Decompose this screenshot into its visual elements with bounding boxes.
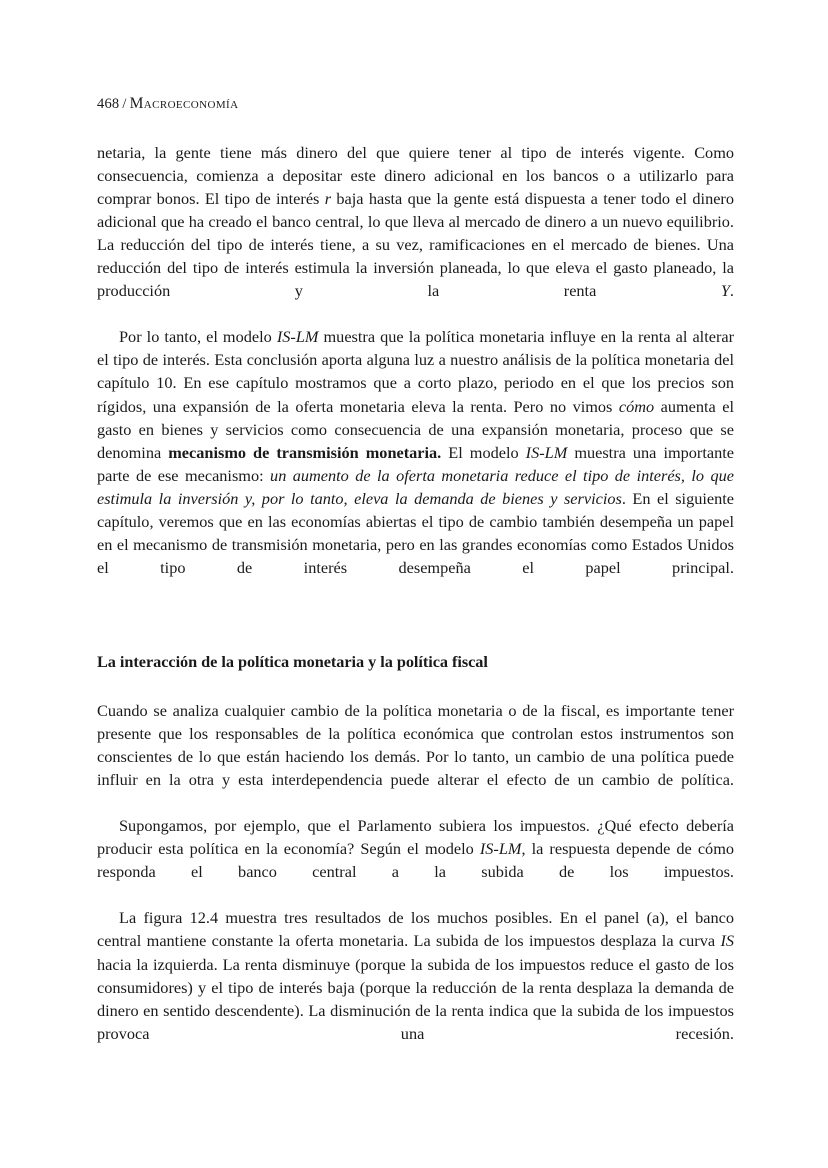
paragraph-la-figura: La figura 12.4 muestra tres resultados de los muchos posibles. En el panel (a), el banco central mantiene constante la oferta monetaria. La subida de los impuestos desplaza la curva IS hacia la izquierda. La renta disminuye (porque la subida de los impuestos reduce el gasto de los consumidores) y el tipo de interés baja (porque la reducción de la renta desplaza la demanda de dinero en sentido descendente). La disminución de la renta indica que la subida de los impuestos provoca una recesión. <box>97 908 734 1043</box>
section-heading: La interacción de la política monetaria y la política fiscal <box>97 651 488 671</box>
emphasis-italic: cómo <box>618 396 655 416</box>
running-head <box>97 96 238 112</box>
emphasis-bold: mecanismo de transmisión monetaria. <box>168 442 442 462</box>
emphasis-italic: IS-LM <box>479 839 522 859</box>
body-text-block <box>97 141 734 1068</box>
emphasis-italic: IS-LM <box>276 327 319 347</box>
paragraph-por-lo-tanto: Por lo tanto, el modelo IS-LM muestra que la política monetaria influye en la renta al alterar el tipo de interés. Esta conclusión aporta alguna luz a nuestro análisis de la política monetaria del capítulo 10. En ese capítulo mostramos que a corto plazo, periodo en el que los precios son rígidos, una expansión de la oferta monetaria eleva la renta. Pero no vimos cómo aumenta el gasto en bienes y servicios como consecuencia de una expansión monetaria, proceso que se denomina mecanismo de transmisión monetaria. El modelo IS-LM muestra una importante parte de ese mecanismo: un aumento de la oferta monetaria reduce el tipo de interés, lo que estimula la inversión y, por lo tanto, eleva la demanda de bienes y servicios. En el siguiente capítulo, veremos que en las economías abiertas el tipo de cambio también desempeña un papel en el mecanismo de transmisión monetaria, pero en las grandes economías como Estados Unidos el tipo de interés desempeña el papel principal. <box>97 327 735 577</box>
emphasis-italic: IS-LM <box>525 442 568 462</box>
spacer-before-section-heading <box>97 602 734 650</box>
running-head-book-title: Macroeconomía <box>129 95 239 112</box>
running-head-separator: / <box>122 96 127 112</box>
page-folio-number: 468 <box>97 96 120 112</box>
spacer-after-section-heading <box>97 673 734 699</box>
emphasis-italic: un aumento de la oferta monetaria reduce el tipo de interés, lo que estimula la inversión y, por lo tanto, eleva la demanda de bienes y servicios <box>97 465 734 508</box>
paragraph-continuation: netaria, la gente tiene más dinero del que quiere tener al tipo de interés vigente. Como consecuencia, comienza a depositar este dinero adicional en los bancos o a utilizarlo para comprar bonos. El tipo de interés r baja hasta que la gente está dispuesta a tener todo el dinero adicional que ha creado el banco central, lo que lleva al mercado de dinero a un nuevo equilibrio. La reducción del tipo de interés tiene, a su vez, ramificaciones en el mercado de bienes. Una reducción del tipo de interés estimula la inversión planeada, lo que eleva el gasto planeado, la producción y la renta Y. <box>97 143 734 301</box>
emphasis-italic: IS <box>720 931 734 951</box>
paragraph-supongamos: Supongamos, por ejemplo, que el Parlamento subiera los impuestos. ¿Qué efecto debería producir esta política en la economía? Según el modelo IS-LM, la respuesta depende de cómo responda el banco central a la subida de los impuestos. <box>97 816 735 882</box>
emphasis-italic: Y <box>720 281 730 301</box>
paragraph-cuando-se-analiza: Cuando se analiza cualquier cambio de la política monetaria o de la fiscal, es importante tener presente que los responsables de la política económica que controlan estos instrumentos son conscientes de lo que están haciendo los demás. Por lo tanto, un cambio de una política puede influir en la otra y esta interdependencia puede alterar el efecto de un cambio de política. <box>97 700 734 790</box>
emphasis-italic: r <box>324 189 332 209</box>
